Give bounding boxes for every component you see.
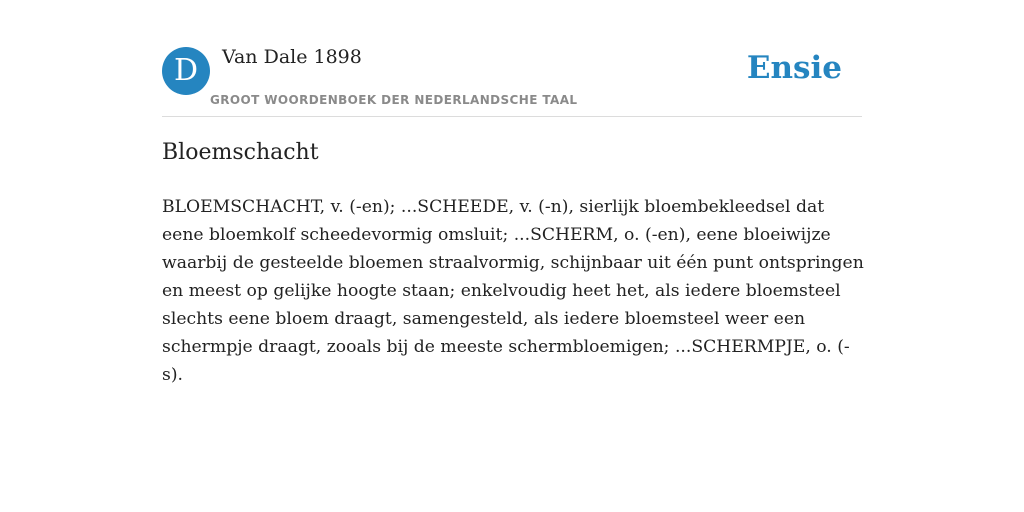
brand-logo[interactable]: Ensie bbox=[746, 50, 842, 86]
entry-definition: BLOEMSCHACHT, v. (-en); ...SCHEEDE, v. (-n), sierlijk bloembekleedsel dat eene bloemkolf scheedevormig omsluit; ...SCHERM, o. (-en), eene bloeiwijze waarbij de gesteelde bloemen straalvormig, schijnbaar uit één punt ontspringen en meest op gelijke hoogte staan; enkelvoudig heet het, als iedere bloemsteel slechts eene bloem draagt, samengesteld, als iedere bloemsteel weer een schermpje draagt, zooals bij de meeste schermbloemigen; ...SCHERMPJE, o. (-s). bbox=[162, 197, 864, 385]
source-logo[interactable]: D bbox=[162, 47, 210, 95]
source-header bbox=[162, 40, 862, 117]
entry-title: Bloemschacht bbox=[162, 140, 319, 165]
source-title[interactable]: Van Dale 1898 bbox=[222, 46, 362, 68]
source-subtitle: GROOT WOORDENBOEK DER NEDERLANDSCHE TAAL bbox=[210, 93, 578, 107]
